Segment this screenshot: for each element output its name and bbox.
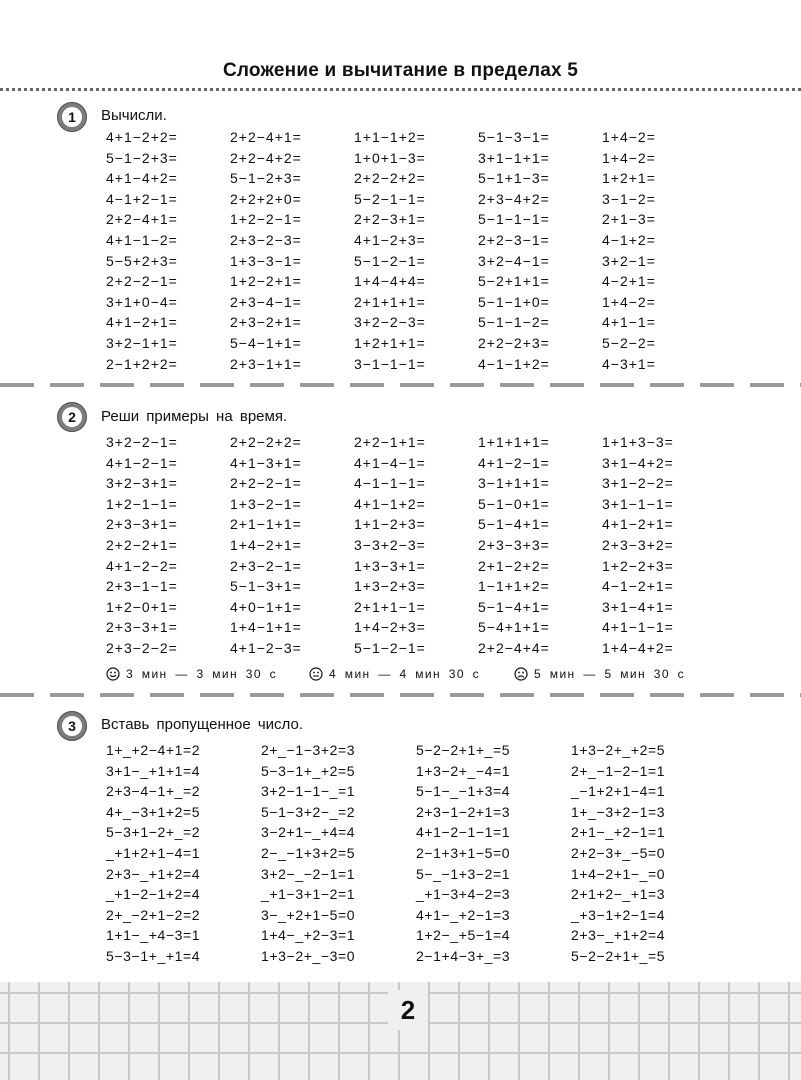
math-example: 2+2−3+1= — [354, 211, 426, 228]
smile-face-icon — [106, 667, 120, 681]
math-example: 2+3−1−1= — [106, 578, 178, 595]
math-example: 1+4−2+3= — [354, 619, 426, 636]
math-example: _+1+2+1−4=1 — [106, 844, 201, 861]
math-example: 2+3−2+1= — [230, 314, 302, 331]
math-example: 4+1−3+1= — [230, 454, 302, 471]
math-example: 4+1−2−3= — [230, 639, 302, 656]
math-example: 2+1−2+2= — [478, 557, 550, 574]
math-example: 1+4−2= — [602, 129, 656, 145]
math-example: 3−1+1+1= — [478, 475, 550, 492]
task-1-number: 1 — [62, 107, 82, 127]
math-example: 2+3−2−1= — [230, 557, 302, 574]
math-example: 3+1−1−1= — [602, 495, 674, 512]
math-example: 5−1−4+1= — [478, 598, 550, 615]
math-example: 2−_−1+3+2=5 — [261, 844, 356, 861]
math-example: 4−1−1+2= — [478, 355, 550, 372]
math-example: 5−1−3−1= — [478, 129, 550, 145]
math-example: 1+4−2+1= — [230, 536, 302, 553]
math-example: 4+1−1+2= — [354, 495, 426, 512]
math-example: 4+1−4+2= — [106, 170, 178, 187]
math-example: 3+2−3+1= — [106, 475, 178, 492]
math-example: 4+1−2+1= — [602, 516, 674, 533]
timing-fast-text: 3 мин — 3 мин 30 с — [126, 667, 278, 681]
math-example: 4+_−3+1+2=5 — [106, 803, 201, 820]
math-example: 4−1−1−1= — [354, 475, 426, 492]
math-example: 2+2−2+2= — [354, 170, 426, 187]
math-example: 2+3−_+1+2=4 — [106, 865, 201, 882]
math-example: 5−1−0+1= — [478, 495, 550, 512]
timing-legend — [106, 667, 706, 687]
math-example: 1+_+2−4+1=2 — [106, 742, 201, 758]
math-example: 5−_−1+3−2=1 — [416, 865, 511, 882]
math-example: 2+2−4+1= — [230, 129, 302, 145]
math-example: 2+3−_+1+2=4 — [571, 927, 666, 944]
math-example: 1+4−_+2−3=1 — [261, 927, 356, 944]
title-divider — [0, 88, 801, 91]
math-example: 5−4−1+1= — [230, 334, 302, 351]
task-3-number: 3 — [62, 716, 82, 736]
math-example: 2+3−4−1+_=2 — [106, 783, 201, 800]
page-title: Сложение и вычитание в пределах 5 — [222, 60, 579, 81]
sad-face-icon — [514, 667, 528, 681]
math-example: 1+2−2+3= — [602, 557, 674, 574]
math-example: 4+1−2+1= — [106, 314, 178, 331]
math-example: 2+_−1−2−1=1 — [571, 762, 666, 779]
math-example: 1+3−2+_+2=5 — [571, 742, 666, 758]
math-example: 4−1−2+1= — [602, 578, 674, 595]
math-example: 3+2−4−1= — [478, 252, 550, 269]
math-example: 4−3+1= — [602, 355, 656, 372]
math-example: 5−1−2+3= — [106, 149, 178, 166]
math-example: 2+1−1+1= — [230, 516, 302, 533]
math-example: 1+3−2+3= — [354, 578, 426, 595]
task-2-badge — [57, 402, 87, 432]
math-example: 3−2+1−_+4=4 — [261, 824, 356, 841]
math-example: 2+1−3= — [602, 211, 656, 228]
math-example: 4+1−2−1= — [106, 454, 178, 471]
math-example: 3−1−1−1= — [354, 355, 426, 372]
math-example: 2+2−2−1= — [106, 273, 178, 290]
page-number: 2 — [388, 990, 428, 1030]
math-example: 5−5+2+3= — [106, 252, 178, 269]
math-example: 5−1−2−1= — [354, 639, 426, 656]
math-example: 2+2−4+4= — [478, 639, 550, 656]
math-example: 4−1+2= — [602, 231, 656, 248]
math-example: 2−1+4−3+_=3 — [416, 947, 511, 964]
math-example: 3+2−1= — [602, 252, 656, 269]
math-example: 5−2−2+1+_=5 — [416, 742, 511, 758]
timing-medium — [309, 667, 480, 681]
math-example: 5−3−1+_+1=4 — [106, 947, 201, 964]
math-example: 2+_−2+1−2=2 — [106, 906, 201, 923]
math-example: 2+3−2−3= — [230, 231, 302, 248]
math-example: 5−1−4+1= — [478, 516, 550, 533]
math-example: 5−2−1−1= — [354, 190, 426, 207]
math-example: 5−1−_−1+3=4 — [416, 783, 511, 800]
math-example: 3+2−2−1= — [106, 434, 178, 450]
section-divider-2 — [0, 693, 801, 697]
math-example: 1+1−1+2= — [354, 129, 426, 145]
math-example: 3+2−2−3= — [354, 314, 426, 331]
math-example: 2+2−1+1= — [354, 434, 426, 450]
math-example: 1+4−2= — [602, 149, 656, 166]
math-example: 2+3−1−2+1=3 — [416, 803, 511, 820]
math-example: 4+1−2+3= — [354, 231, 426, 248]
math-example: 4+1−1−1= — [602, 619, 674, 636]
task-3-badge — [57, 711, 87, 741]
math-example: 1+2−1−1= — [106, 495, 178, 512]
math-example: _−1+2+1−4=1 — [571, 783, 666, 800]
math-example: 1+_−3+2−1=3 — [571, 803, 666, 820]
math-example: 2+_−1−3+2=3 — [261, 742, 356, 758]
math-example: 3+1−_+1+1=4 — [106, 762, 201, 779]
math-example: 2+2−2+3= — [478, 334, 550, 351]
math-example: 1+4−2+1−_=0 — [571, 865, 666, 882]
math-example: 1+2−0+1= — [106, 598, 178, 615]
math-example: 2+1+2−_+1=3 — [571, 886, 666, 903]
math-example: 5−1−1−2= — [478, 314, 550, 331]
task-2-number: 2 — [62, 407, 82, 427]
math-example: 2+3−3+1= — [106, 516, 178, 533]
math-example: _+1−3+4−2=3 — [416, 886, 511, 903]
math-example: 3+2−1−1−_=1 — [261, 783, 356, 800]
math-example: 1+3−2−1= — [230, 495, 302, 512]
math-example: 1+3−2+_−4=1 — [416, 762, 511, 779]
math-example: 2+2−3+_−5=0 — [571, 844, 666, 861]
math-example: 3+1+0−4= — [106, 293, 178, 310]
math-example: 1+4−4+2= — [602, 639, 674, 656]
math-example: 5−1−1−1= — [478, 211, 550, 228]
math-example: _+1−2−1+2=4 — [106, 886, 201, 903]
math-example: 4+1−1−2= — [106, 231, 178, 248]
math-example: 2+3−3+3= — [478, 536, 550, 553]
math-example: 2+2−2−1= — [230, 475, 302, 492]
timing-slow-text: 5 мин — 5 мин 30 с — [534, 667, 686, 681]
math-example: 5−1−1+0= — [478, 293, 550, 310]
math-example: 1+3−2+_−3=0 — [261, 947, 356, 964]
math-example: 5−2−2= — [602, 334, 656, 351]
math-example: 5−1−2−1= — [354, 252, 426, 269]
math-example: 1+2−2−1= — [230, 211, 302, 228]
math-example: 2+2+2+0= — [230, 190, 302, 207]
task-1-badge — [57, 102, 87, 132]
math-example: 5−1−3+1= — [230, 578, 302, 595]
task-2-examples — [106, 434, 726, 681]
math-example: 2+3−2−2= — [106, 639, 178, 656]
math-example: 2+1+1−1= — [354, 598, 426, 615]
math-example: 2+2−2+1= — [106, 536, 178, 553]
math-example: 5−1+1−3= — [478, 170, 550, 187]
math-example: 2−1+2+2= — [106, 355, 178, 372]
math-example: 2+3−4−1= — [230, 293, 302, 310]
math-example: 1+1−_+4−3=1 — [106, 927, 201, 944]
math-example: 1+2+1= — [602, 170, 656, 187]
task-3-instruction: Вставь пропущенное число. — [101, 716, 303, 733]
math-example: 1−1+1+2= — [478, 578, 550, 595]
math-example: 2+1+1+1= — [354, 293, 426, 310]
math-example: 2+3−1+1= — [230, 355, 302, 372]
math-example: 3+2−1+1= — [106, 334, 178, 351]
section-divider-1 — [0, 383, 801, 387]
math-example: 2+3−3+2= — [602, 536, 674, 553]
math-example: 1+2−_+5−1=4 — [416, 927, 511, 944]
math-example: 3−1−2= — [602, 190, 656, 207]
math-example: 4−1+2−1= — [106, 190, 178, 207]
math-example: 3+1−2−2= — [602, 475, 674, 492]
math-example: 1+4−2= — [602, 293, 656, 310]
math-example: 1+0+1−3= — [354, 149, 426, 166]
task-1-examples — [106, 129, 726, 376]
math-example: 5−3−1+_+2=5 — [261, 762, 356, 779]
math-example: 2+2−4+1= — [106, 211, 178, 228]
task-2-instruction: Реши примеры на время. — [101, 408, 288, 425]
timing-slow — [514, 667, 685, 681]
math-example: _+3−1+2−1=4 — [571, 906, 666, 923]
math-example: 1+1−2+3= — [354, 516, 426, 533]
math-example: 4+1−2+2= — [106, 129, 178, 145]
math-example: 4+1−1= — [602, 314, 656, 331]
math-example: 4+1−2−2= — [106, 557, 178, 574]
math-example: 2+2−3−1= — [478, 231, 550, 248]
math-example: 1+3−3−1= — [230, 252, 302, 269]
math-example: _+1−3+1−2=1 — [261, 886, 356, 903]
math-example: 3+2−_−2−1=1 — [261, 865, 356, 882]
math-example: 2+2−2+2= — [230, 434, 302, 450]
math-example: 5−2−2+1+_=5 — [571, 947, 666, 964]
math-example: 5−3+1−2+_=2 — [106, 824, 201, 841]
math-example: 4+1−4−1= — [354, 454, 426, 471]
math-example: 3+1−1+1= — [478, 149, 550, 166]
math-example: 1+1+1+1= — [478, 434, 550, 450]
math-example: 1+4−1+1= — [230, 619, 302, 636]
math-example: 4+1−2−1= — [478, 454, 550, 471]
math-example: 5−1−2+3= — [230, 170, 302, 187]
math-example: 4+1−2−1−1=1 — [416, 824, 511, 841]
neutral-face-icon — [309, 667, 323, 681]
math-example: 1+2−2+1= — [230, 273, 302, 290]
math-example: 5−1−3+2−_=2 — [261, 803, 356, 820]
timing-medium-text: 4 мин — 4 мин 30 с — [329, 667, 481, 681]
math-example: 2+3−3+1= — [106, 619, 178, 636]
math-example: 1+3−3+1= — [354, 557, 426, 574]
math-example: 5−4+1+1= — [478, 619, 550, 636]
task-3-examples — [106, 742, 726, 969]
math-example: 2+2−4+2= — [230, 149, 302, 166]
math-example: 2+1−_+2−1=1 — [571, 824, 666, 841]
math-example: 3+1−4+1= — [602, 598, 674, 615]
math-example: 2+3−4+2= — [478, 190, 550, 207]
math-example: 4+0−1+1= — [230, 598, 302, 615]
timing-fast — [106, 667, 277, 681]
math-example: 1+4−4+4= — [354, 273, 426, 290]
math-example: 2−1+3+1−5=0 — [416, 844, 511, 861]
math-example: 5−2+1+1= — [478, 273, 550, 290]
math-example: 3+1−4+2= — [602, 454, 674, 471]
math-example: 3−3+2−3= — [354, 536, 426, 553]
math-example: 3−_+2+1−5=0 — [261, 906, 356, 923]
task-1-instruction: Вычисли. — [101, 107, 167, 124]
math-example: 4+1−_+2−1=3 — [416, 906, 511, 923]
math-example: 4−2+1= — [602, 273, 656, 290]
math-example: 1+2+1+1= — [354, 334, 426, 351]
math-example: 1+1+3−3= — [602, 434, 674, 450]
